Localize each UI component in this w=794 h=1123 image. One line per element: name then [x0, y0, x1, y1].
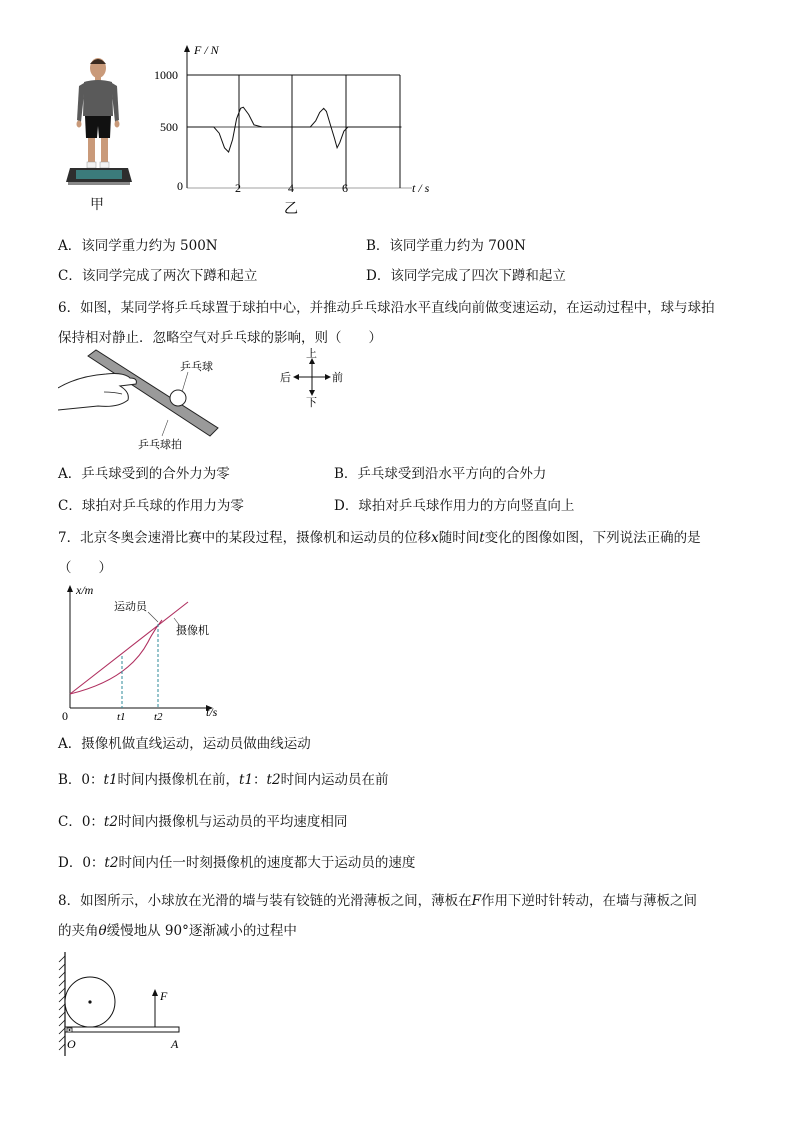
ping-pong-ball: [170, 390, 186, 406]
dir-front-label: 前: [332, 372, 343, 384]
origin-label: 0: [177, 179, 183, 193]
chart-figure-label: 乙: [284, 202, 298, 215]
force-label: F: [160, 989, 168, 1003]
q7-position-time-chart: [58, 580, 238, 720]
point-a-label: A: [171, 1037, 179, 1051]
q7-stem-line1: 7．北京冬奥会速滑比赛中的某段过程，摄像机和运动员的位移x随时间t变化的图像如图，下列说法正确的是: [58, 530, 701, 546]
q6-option-a[interactable]: A．乒乓球受到的合外力为零: [58, 466, 230, 482]
x-axis-label: t / s: [412, 181, 430, 195]
q6-stem-line1: 6．如图，某同学将乒乓球置于球拍中心，并推动乒乓球沿水平直线向前做变速运动，在运动过程中，球与球拍: [58, 300, 715, 316]
hand: [58, 374, 136, 411]
q5-option-b[interactable]: B．该同学重力约为 700N: [366, 238, 526, 254]
dir-down-label: 下: [306, 397, 317, 409]
x-tick-4: 4: [288, 181, 294, 195]
q6-option-d[interactable]: D．球拍对乒乓球作用力的方向竖直向上: [334, 498, 575, 514]
q7-y-label: x/m: [76, 583, 94, 597]
person-figure-label: 甲: [90, 197, 104, 213]
y-axis-label: F / N: [194, 43, 219, 57]
q5-option-d[interactable]: D．该同学完成了四次下蹲和起立: [366, 268, 566, 284]
board: [65, 1027, 179, 1032]
q7-option-d[interactable]: D．0：t2时间内任一时刻摄像机的速度都大于运动员的速度: [58, 855, 416, 871]
q8-stem-line2: 的夹角θ缓慢地从 90°逐渐减小的过程中: [58, 923, 297, 939]
paddle-label: 乒乓球拍: [138, 439, 182, 451]
y-tick-1000: 1000: [154, 68, 178, 82]
q8-stem-line1: 8．如图所示，小球放在光滑的墙与装有铰链的光滑薄板之间，薄板在F作用下逆时针转动，在墙与薄板之间: [58, 893, 697, 909]
q7-option-a[interactable]: A．摄像机做直线运动，运动员做曲线运动: [58, 736, 311, 752]
q7-t1-label: t1: [117, 711, 126, 720]
dir-up-label: 上: [306, 348, 317, 360]
force-series-line: [187, 107, 402, 152]
q7-stem-line2: （ ）: [58, 560, 112, 576]
q5-option-c[interactable]: C．该同学完成了两次下蹲和起立: [58, 268, 258, 284]
force-time-chart: [150, 40, 440, 215]
y-tick-500: 500: [160, 120, 178, 134]
athlete-label: 运动员: [114, 601, 147, 613]
q6-stem-line2: 保持相对静止．忽略空气对乒乓球的影响，则（ ）: [58, 330, 382, 346]
q6-option-c[interactable]: C．球拍对乒乓球的作用力为零: [58, 498, 244, 514]
q7-option-b[interactable]: B．0：t1时间内摄像机在前，t1：t2时间内运动员在前: [58, 772, 389, 788]
ball-label: 乒乓球: [180, 361, 213, 373]
q7-x-label: t/s: [206, 705, 218, 719]
camera-label: 摄像机: [176, 625, 209, 637]
y-axis-arrow: [184, 45, 190, 52]
x-tick-6: 6: [342, 181, 348, 195]
camera-line: [70, 602, 188, 694]
point-o-label: O: [67, 1037, 76, 1051]
q7-option-c[interactable]: C．0：t2时间内摄像机与运动员的平均速度相同: [58, 814, 348, 830]
q5-option-a[interactable]: A．该同学重力约为 500N: [58, 238, 218, 254]
dir-back-label: 后: [280, 372, 291, 384]
q6-paddle-figure: [58, 348, 358, 458]
q6-option-b[interactable]: B．乒乓球受到沿水平方向的合外力: [334, 466, 547, 482]
q7-origin: 0: [62, 709, 68, 720]
x-tick-2: 2: [235, 181, 241, 195]
q7-t2-label: t2: [154, 711, 163, 720]
q8-wall-ball-board-figure: [55, 948, 195, 1058]
